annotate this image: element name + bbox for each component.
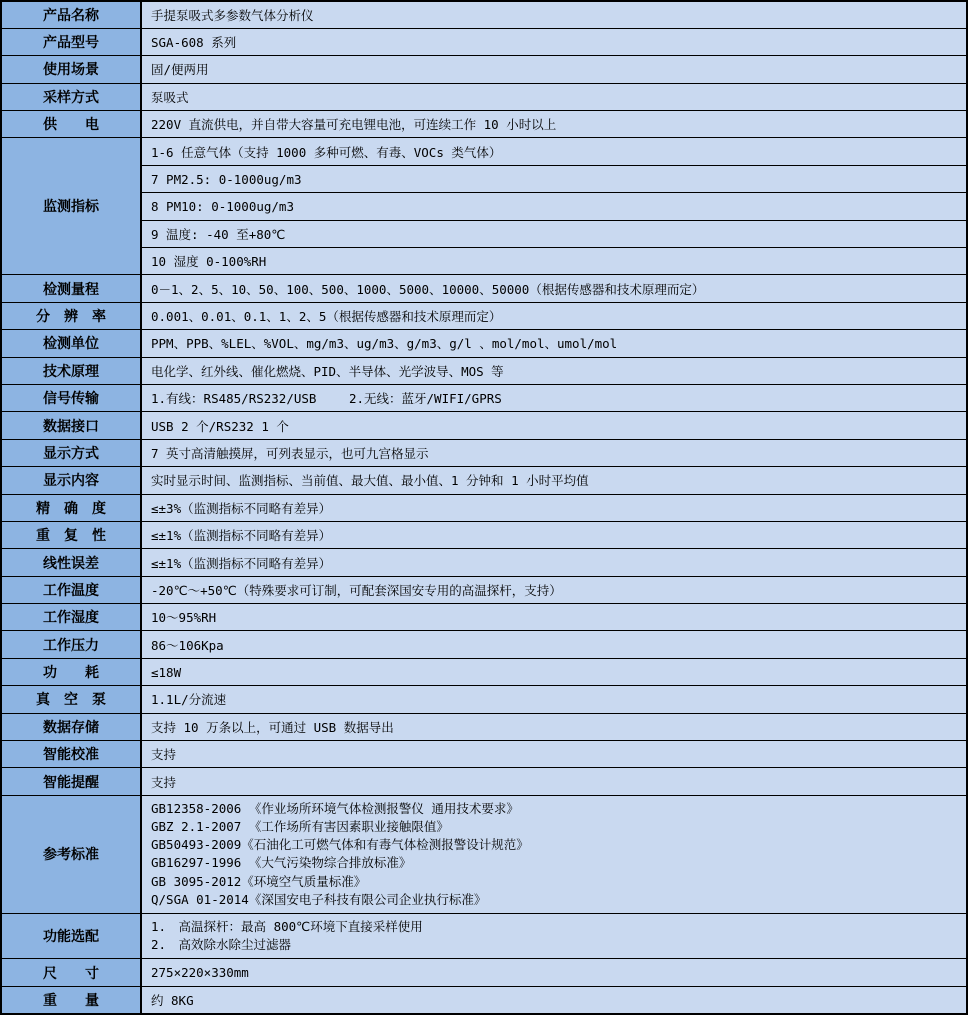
- spec-label: 数据接口: [1, 412, 141, 439]
- spec-label: 智能校准: [1, 741, 141, 768]
- spec-label: 检测量程: [1, 275, 141, 302]
- table-subrow: [1, 165, 967, 192]
- spec-value: -20℃～+50℃（特殊要求可订制，可配套深国安专用的高温探杆，支持）: [141, 576, 967, 603]
- spec-table-body: [1, 1, 967, 1014]
- spec-value: 手提泵吸式多参数气体分析仪: [141, 1, 967, 28]
- table-row: [1, 111, 967, 138]
- spec-label: 显示方式: [1, 439, 141, 466]
- spec-label: 监测指标: [1, 138, 141, 275]
- spec-value: 0－1、2、5、10、50、100、500、1000、5000、10000、50000（根据传感器和技术原理而定）: [141, 275, 967, 302]
- spec-label: 功 耗: [1, 658, 141, 685]
- spec-label: 工作压力: [1, 631, 141, 658]
- table-row: [1, 56, 967, 83]
- table-row: [1, 914, 967, 959]
- table-subrow: [1, 248, 967, 275]
- table-row: [1, 138, 967, 165]
- spec-value-line: GB50493-2009《石油化工可燃气体和有毒气体检测报警设计规范》: [151, 837, 529, 853]
- table-row: [1, 275, 967, 302]
- table-row: [1, 302, 967, 329]
- spec-label: 显示内容: [1, 467, 141, 494]
- table-row: [1, 28, 967, 55]
- spec-label: 参考标准: [1, 795, 141, 913]
- spec-label: 采样方式: [1, 83, 141, 110]
- spec-value: SGA-608 系列: [141, 28, 967, 55]
- table-row: [1, 549, 967, 576]
- spec-label: 尺 寸: [1, 959, 141, 986]
- spec-value: 支持 10 万条以上，可通过 USB 数据导出: [141, 713, 967, 740]
- spec-value: ≤±1%（监测指标不同略有差异）: [141, 549, 967, 576]
- spec-value: 8 PM10: 0-1000ug/m3: [141, 193, 967, 220]
- table-row: [1, 713, 967, 740]
- table-row: [1, 658, 967, 685]
- table-row: [1, 412, 967, 439]
- spec-value: 支持: [141, 741, 967, 768]
- spec-value: 86～106Kpa: [141, 631, 967, 658]
- spec-value: 7 PM2.5: 0-1000ug/m3: [141, 165, 967, 192]
- spec-value: USB 2 个/RS232 1 个: [141, 412, 967, 439]
- spec-label: 工作温度: [1, 576, 141, 603]
- table-row: [1, 576, 967, 603]
- spec-value: 7 英寸高清触摸屏，可列表显示，也可九宫格显示: [141, 439, 967, 466]
- spec-label: 产品型号: [1, 28, 141, 55]
- table-row: [1, 795, 967, 913]
- spec-value: 10～95%RH: [141, 604, 967, 631]
- spec-label: 重 复 性: [1, 521, 141, 548]
- spec-value-line: GB12358-2006 《作业场所环境气体检测报警仪 通用技术要求》: [151, 800, 519, 816]
- spec-label: 技术原理: [1, 357, 141, 384]
- spec-label: 数据存储: [1, 713, 141, 740]
- spec-value: 1.有线：RS485/RS232/USB 2.无线：蓝牙/WIFI/GPRS: [141, 384, 967, 411]
- spec-label: 真 空 泵: [1, 686, 141, 713]
- spec-label: 使用场景: [1, 56, 141, 83]
- table-row: [1, 384, 967, 411]
- spec-value: 9 温度: -40 至+80℃: [141, 220, 967, 247]
- spec-value: 1-6 任意气体（支持 1000 多种可燃、有毒、VOCs 类气体）: [141, 138, 967, 165]
- table-row: [1, 1, 967, 28]
- spec-value-line: 2. 高效除水除尘过滤器: [151, 937, 292, 953]
- table-row: [1, 83, 967, 110]
- spec-value-line: Q/SGA 01-2014《深国安电子科技有限公司企业执行标准》: [151, 891, 487, 907]
- spec-value: [141, 795, 967, 913]
- spec-label: 线性误差: [1, 549, 141, 576]
- table-subrow: [1, 220, 967, 247]
- table-row: [1, 959, 967, 986]
- spec-value: ≤±1%（监测指标不同略有差异）: [141, 521, 967, 548]
- spec-label: 产品名称: [1, 1, 141, 28]
- spec-value: 275×220×330mm: [141, 959, 967, 986]
- spec-value: 固/便两用: [141, 56, 967, 83]
- spec-value-line: GB 3095-2012《环境空气质量标准》: [151, 873, 367, 889]
- spec-label: 重 量: [1, 986, 141, 1013]
- spec-value: 支持: [141, 768, 967, 795]
- spec-label: 功能选配: [1, 914, 141, 959]
- spec-value: ≤±3%（监测指标不同略有差异）: [141, 494, 967, 521]
- spec-value: 10 湿度 0-100%RH: [141, 248, 967, 275]
- spec-label: 智能提醒: [1, 768, 141, 795]
- spec-value-line: GB16297-1996 《大气污染物综合排放标准》: [151, 855, 412, 871]
- table-row: [1, 521, 967, 548]
- spec-value: 实时显示时间、监测指标、当前值、最大值、最小值、1 分钟和 1 小时平均值: [141, 467, 967, 494]
- table-row: [1, 357, 967, 384]
- table-row: [1, 604, 967, 631]
- table-row: [1, 494, 967, 521]
- spec-value: PPM、PPB、%LEL、%VOL、mg/m3、ug/m3、g/m3、g/l 、mol/mol、umol/mol: [141, 330, 967, 357]
- spec-value: 泵吸式: [141, 83, 967, 110]
- spec-value: 电化学、红外线、催化燃烧、PID、半导体、光学波导、MOS 等: [141, 357, 967, 384]
- spec-value: 1.1L/分流速: [141, 686, 967, 713]
- table-row: [1, 631, 967, 658]
- spec-label: 检测单位: [1, 330, 141, 357]
- table-row: [1, 741, 967, 768]
- spec-label: 供 电: [1, 111, 141, 138]
- spec-label: 信号传输: [1, 384, 141, 411]
- spec-value: [141, 914, 967, 959]
- spec-value: 0.001、0.01、0.1、1、2、5（根据传感器和技术原理而定）: [141, 302, 967, 329]
- spec-value: ≤18W: [141, 658, 967, 685]
- spec-value-line: GBZ 2.1-2007 《工作场所有害因素职业接触限值》: [151, 819, 449, 835]
- spec-value-line: 1. 高温探杆：最高 800℃环境下直接采样使用: [151, 919, 423, 935]
- table-row: [1, 686, 967, 713]
- spec-label: 工作湿度: [1, 604, 141, 631]
- table-row: [1, 768, 967, 795]
- spec-value: 220V 直流供电，并自带大容量可充电锂电池，可连续工作 10 小时以上: [141, 111, 967, 138]
- spec-label: 分 辨 率: [1, 302, 141, 329]
- table-row: [1, 330, 967, 357]
- spec-label: 精 确 度: [1, 494, 141, 521]
- table-row: [1, 467, 967, 494]
- table-subrow: [1, 193, 967, 220]
- spec-value: 约 8KG: [141, 986, 967, 1013]
- table-row: [1, 439, 967, 466]
